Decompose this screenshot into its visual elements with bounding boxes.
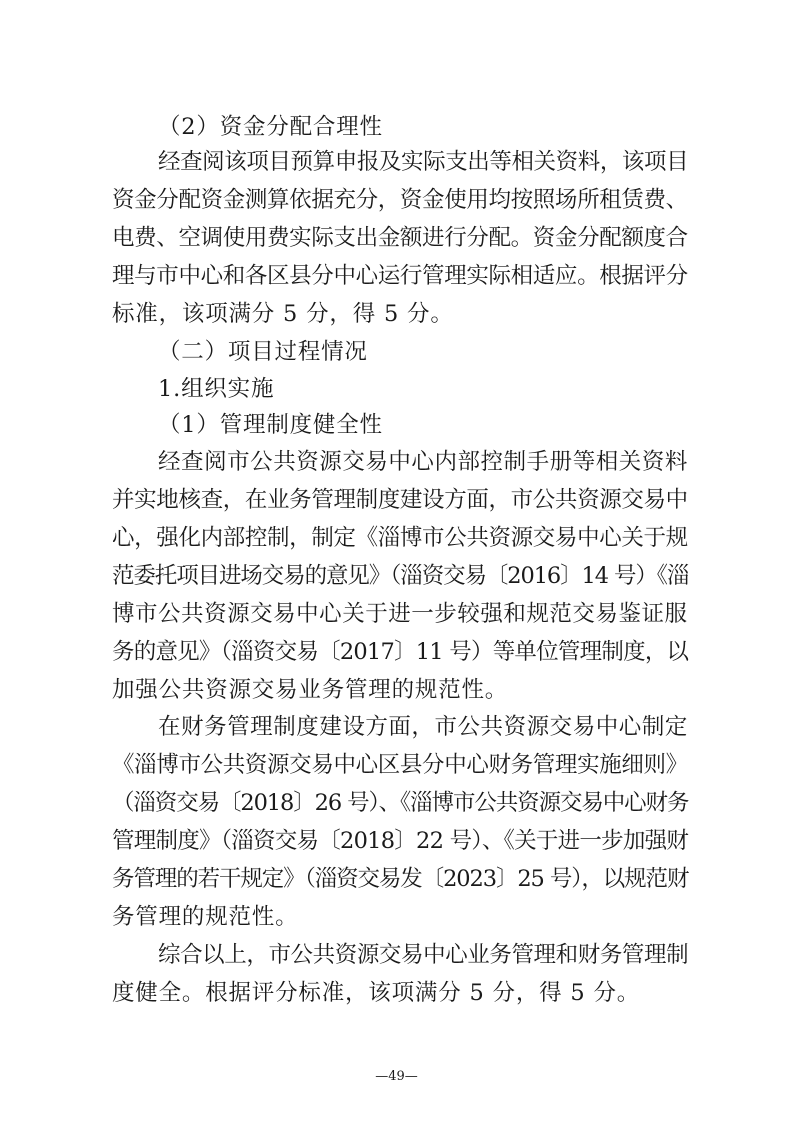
paragraph-line: 管理制度》（淄资交易〔2018〕22 号）、《关于进一步加强财 — [112, 828, 689, 854]
paragraph-line: 博市公共资源交易中心关于进一步较强和规范交易鉴证服 — [112, 601, 688, 627]
paragraph-line: （淄资交易〔2018〕26 号）、《淄博市公共资源交易中心财务 — [112, 790, 689, 816]
paragraph-line: 理与市中心和各区县分中心运行管理实际相适应。根据评分 — [112, 263, 688, 289]
paragraph-line: 综合以上，市公共资源交易中心业务管理和财务管理制 — [158, 942, 689, 968]
paragraph-line: 务的意见》（淄资交易〔2017〕11 号）等单位管理制度，以 — [112, 639, 689, 665]
paragraph-line: 在财务管理制度建设方面，市公共资源交易中心制定 — [158, 714, 688, 740]
section-heading: （1）管理制度健全性 — [158, 412, 383, 438]
paragraph-line: 并实地核查，在业务管理制度建设方面，市公共资源交易中 — [112, 487, 688, 513]
page-number: —49— — [375, 1069, 418, 1084]
paragraph-line: 经查阅该项目预算申报及实际支出等相关资料，该项目 — [158, 149, 689, 175]
paragraph-line: 资金分配资金测算依据充分，资金使用均按照场所租赁费、 — [112, 187, 688, 213]
paragraph-line: 电费、空调使用费实际支出金额进行分配。资金分配额度合 — [112, 225, 688, 251]
paragraph-line: 加强公共资源交易业务管理的规范性。 — [112, 677, 509, 703]
paragraph-line: 务管理的若干规定》（淄资交易发〔2023〕25 号），以规范财 — [112, 866, 689, 892]
section-heading: （二）项目过程情况 — [158, 339, 368, 365]
section-heading: 1.组织实施 — [158, 376, 275, 402]
paragraph-line: 范委托项目进场交易的意见》（淄资交易〔2016〕14 号）《淄 — [112, 563, 689, 589]
paragraph-line: 务管理的规范性。 — [112, 904, 299, 930]
section-heading: （2）资金分配合理性 — [158, 114, 383, 140]
paragraph-line: 度健全。根据评分标准，该项满分 5 分，得 5 分。 — [112, 980, 641, 1006]
paragraph-line: 心，强化内部控制，制定《淄博市公共资源交易中心关于规 — [112, 525, 688, 551]
paragraph-line: 标准，该项满分 5 分，得 5 分。 — [112, 301, 454, 327]
paragraph-line: 《淄博市公共资源交易中心区县分中心财务管理实施细则》 — [112, 752, 688, 778]
paragraph-line: 经查阅市公共资源交易中心内部控制手册等相关资料 — [158, 449, 688, 475]
